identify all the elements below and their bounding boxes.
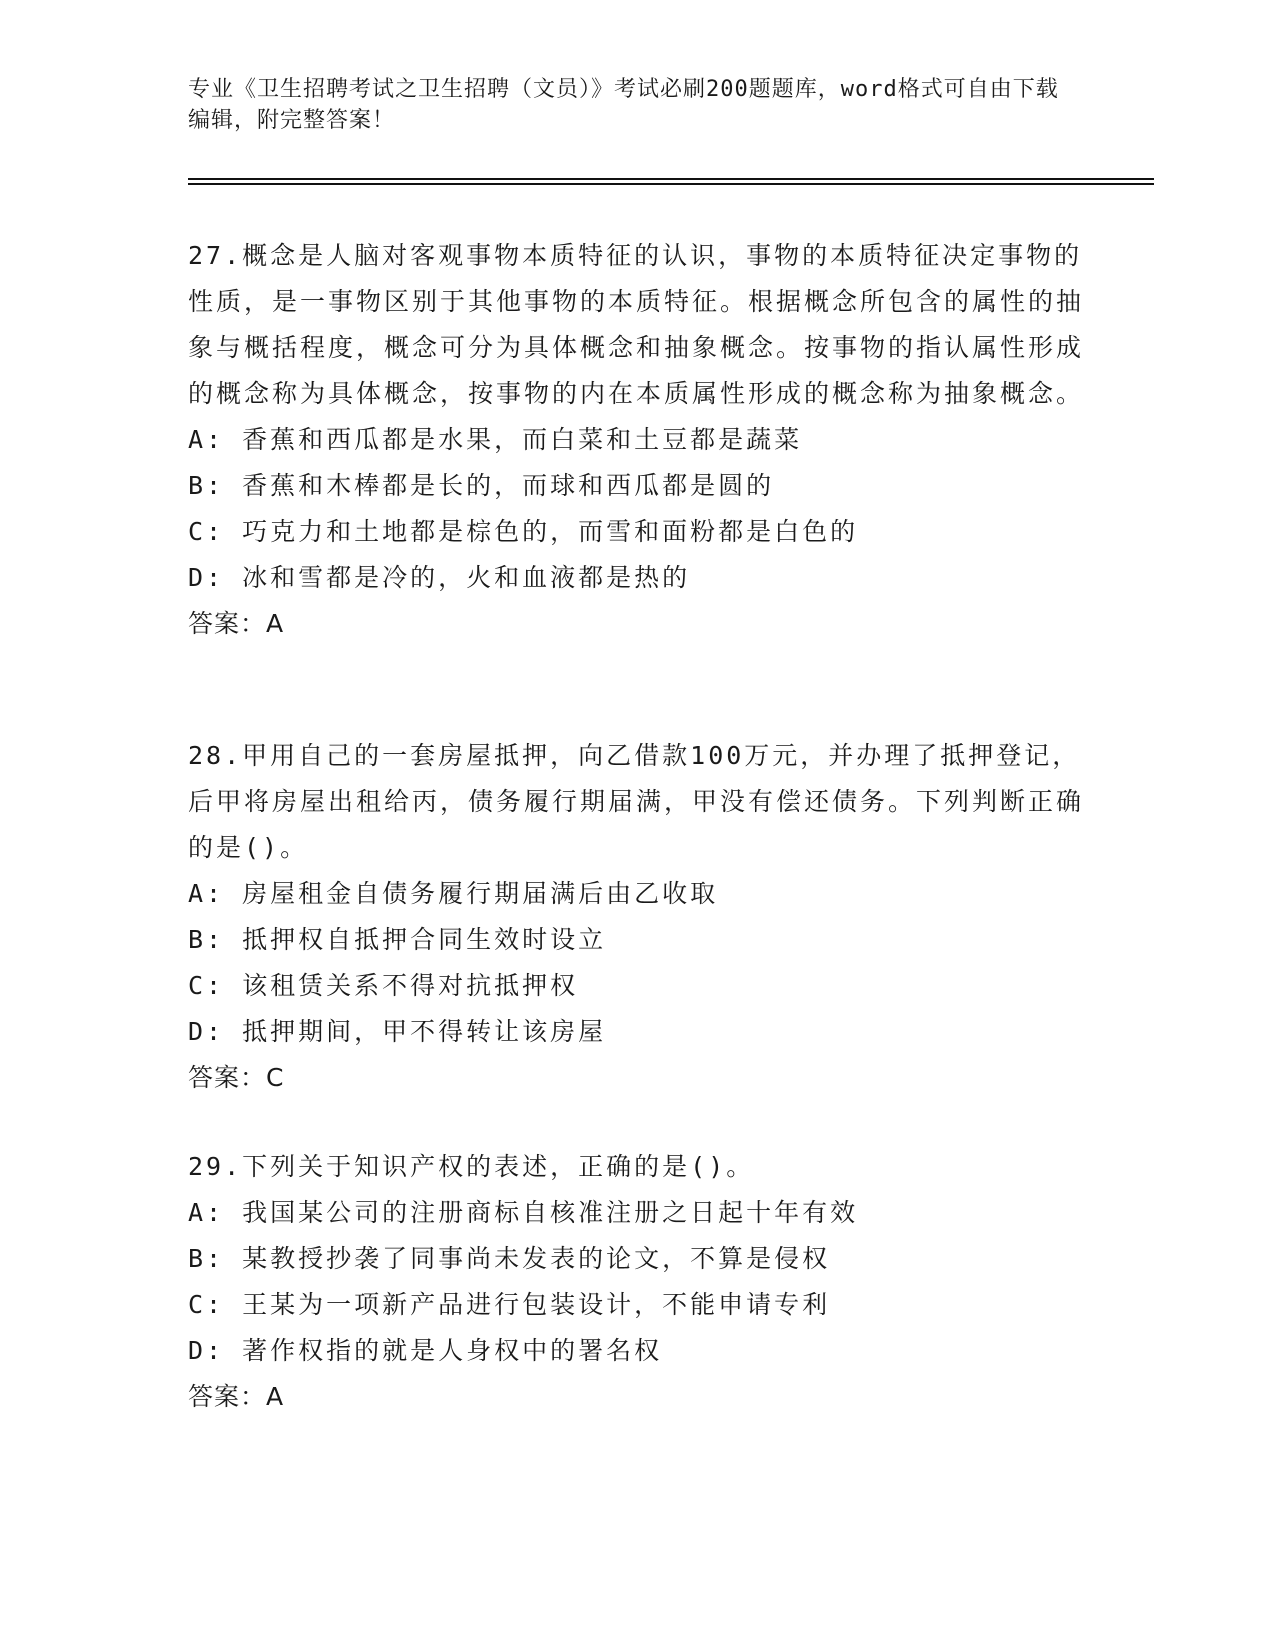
question-29 xyxy=(188,1144,1088,1420)
question-27 xyxy=(188,233,1088,647)
answer-line: 答案：A xyxy=(188,1382,285,1411)
option-a: A: 我国某公司的注册商标自核准注册之日起十年有效 xyxy=(188,1198,859,1227)
option-d: D: 抵押期间，甲不得转让该房屋 xyxy=(188,1017,607,1046)
question-28 xyxy=(188,733,1088,1101)
header-divider-top xyxy=(188,178,1154,180)
answer-line: 答案：C xyxy=(188,1063,285,1092)
option-a: A: 房屋租金自债务履行期届满后由乙收取 xyxy=(188,879,719,908)
question-stem: 28.甲用自己的一套房屋抵押，向乙借款100万元，并办理了抵押登记，后甲将房屋出租给丙，债务履行期届满，甲没有偿还债务。下列判断正确的是()。 xyxy=(188,741,1085,862)
option-a: A: 香蕉和西瓜都是水果，而白菜和土豆都是蔬菜 xyxy=(188,425,803,454)
option-d: D: 著作权指的就是人身权中的署名权 xyxy=(188,1336,663,1365)
option-b: B: 某教授抄袭了同事尚未发表的论文，不算是侵权 xyxy=(188,1244,831,1273)
option-d: D: 冰和雪都是冷的，火和血液都是热的 xyxy=(188,563,691,592)
option-b: B: 抵押权自抵押合同生效时设立 xyxy=(188,925,607,954)
option-c: C: 该租赁关系不得对抗抵押权 xyxy=(188,971,579,1000)
question-stem: 27.概念是人脑对客观事物本质特征的认识，事物的本质特征决定事物的性质，是一事物区别于其他事物的本质特征。根据概念所包含的属性的抽象与概括程度，概念可分为具体概念和抽象概念。按事物的指认属性形成的概念称为具体概念，按事物的内在本质属性形成的概念称为抽象概念。 xyxy=(188,241,1085,408)
answer-line: 答案：A xyxy=(188,609,285,638)
option-c: C: 王某为一项新产品进行包装设计，不能申请专利 xyxy=(188,1290,831,1319)
document-header: 专业《卫生招聘考试之卫生招聘（文员）》考试必刷200题题库，word格式可自由下载编辑，附完整答案！ xyxy=(188,77,1059,133)
question-stem: 29.下列关于知识产权的表述，正确的是()。 xyxy=(188,1152,755,1181)
header-divider-bottom xyxy=(188,183,1154,185)
option-c: C: 巧克力和土地都是棕色的，而雪和面粉都是白色的 xyxy=(188,517,859,546)
option-b: B: 香蕉和木棒都是长的，而球和西瓜都是圆的 xyxy=(188,471,775,500)
